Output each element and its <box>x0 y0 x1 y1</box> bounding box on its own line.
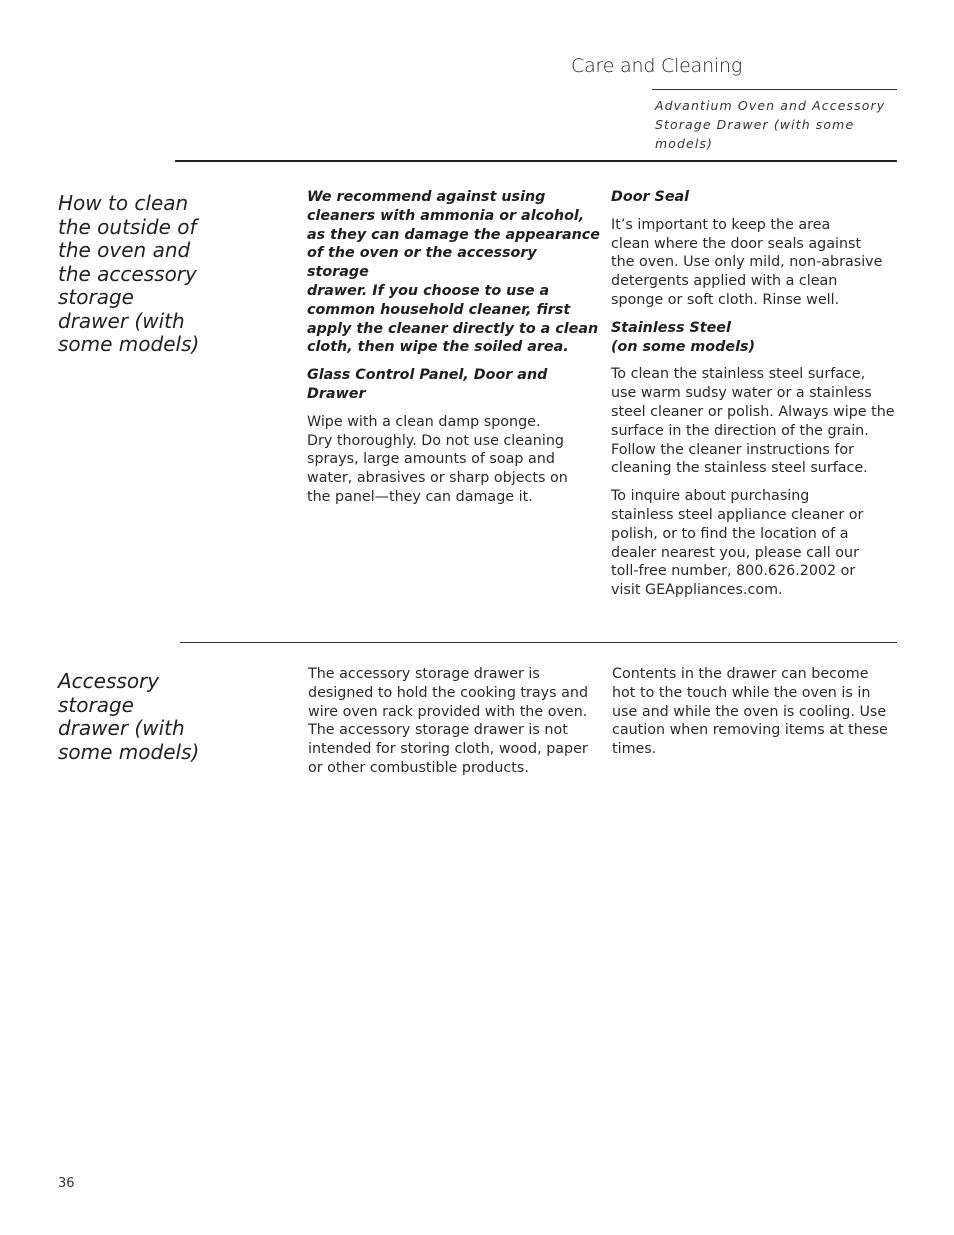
purchase-inquiry-text: To inquire about purchasing stainless steel appliance cleaner or polish, or to find the location of a dealer nearest you, please call our toll-free number, 800.626.2002 or visit GEAppliances.com. <box>611 488 864 599</box>
drawer-purpose-text: The accessory storage drawer is designed to hold the cooking trays and wire oven rack provided with the oven. The accessory storage drawer is not intended for storing cloth, wood, paper or other combustible products. <box>308 666 589 776</box>
door-seal-heading: Door Seal <box>611 189 690 205</box>
door-seal-text: It’s important to keep the area clean where the door seals against the oven. Use only mild, non-abrasive detergents applied with a clean sponge or soft cloth. Rinse well. <box>611 216 883 308</box>
cleaner-warning: We recommend against using cleaners with ammonia or alcohol, as they can damage the appearance of the oven or the accessory storage drawer. If you choose to use a common household cleaner, first apply the cleaner directly to a clean cloth, then wipe the soiled area. <box>307 189 600 356</box>
middle-divider <box>180 642 897 643</box>
section1-column-left <box>307 188 602 516</box>
header-subtitle: Advantium Oven and Accessory Storage Drawer (with some models) <box>655 98 886 151</box>
section-title: Care and Cleaning <box>571 55 743 77</box>
drawer-caution-text: Contents in the drawer can become hot to the touch while the oven is in use and while the oven is cooling. Use caution when removing items at these times. <box>612 666 888 758</box>
section2-column-right <box>612 665 902 768</box>
section2-column-left <box>308 665 603 787</box>
glass-panel-heading: Glass Control Panel, Door and Drawer <box>307 367 548 402</box>
section1-column-right <box>611 188 901 609</box>
section2-heading: Accessory storage drawer (with some models) <box>58 669 200 764</box>
header-divider <box>652 89 897 90</box>
glass-panel-text: Wipe with a clean damp sponge. Dry thoroughly. Do not use cleaning sprays, large amounts of soap and water, abrasives or sharp objects on the panel—they can damage it. <box>307 413 568 505</box>
stainless-steel-heading: Stainless Steel (on some models) <box>611 319 756 355</box>
stainless-steel-text: To clean the stainless steel surface, use warm sudsy water or a stainless steel cleaner or polish. Always wipe the surface in the direction of the grain. Follow the cleaner instructions for cleaning the stainless steel surface. <box>611 366 895 477</box>
top-divider <box>175 160 897 162</box>
section1-heading: How to clean the outside of the oven and the accessory storage drawer (with some models) <box>58 191 200 356</box>
page-number: 36 <box>58 1176 75 1191</box>
